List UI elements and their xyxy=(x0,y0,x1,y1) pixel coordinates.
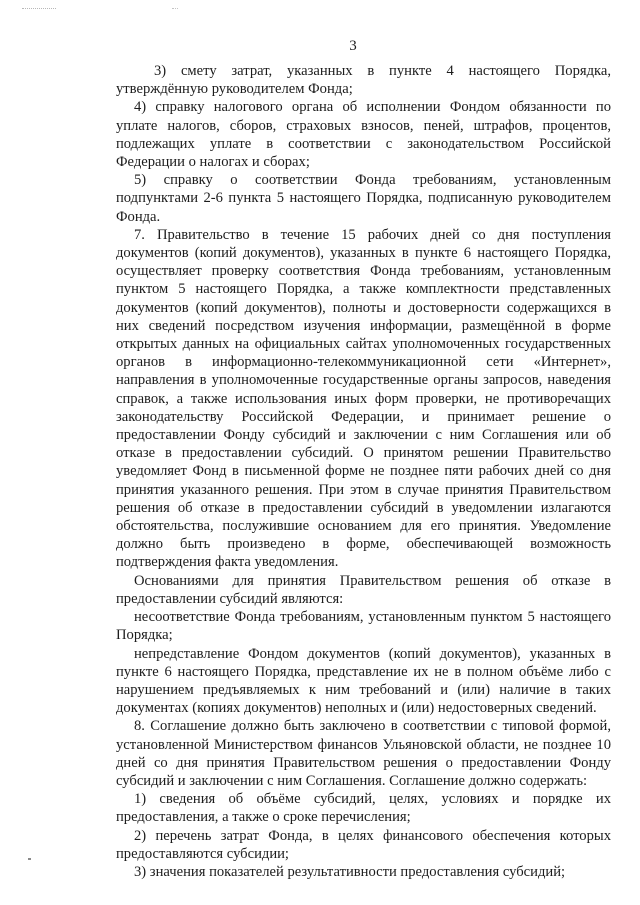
paragraph-item-5-compliance-certificate: 5) справку о соответствии Фонда требованиям, установленным подпунктами 2-6 пункта 5 настоящего Порядка, подписанную руководителем Фонда. xyxy=(116,172,611,225)
paragraph-agreement-item-1: 1) сведения об объёме субсидий, целях, условиях и порядке их предоставления, а также о сроке перечисления; xyxy=(116,791,611,826)
scan-artifact xyxy=(28,858,31,860)
paragraph-clause-7: 7. Правительство в течение 15 рабочих дней со дня поступления документов (копий документов), указанных в пункте 6 настоящего Порядка, осуществляет проверку соответствия Фонда требованиям, установленным пунктом 5 настоящего Порядка, а также комплектности представленных документов (копий документов), полноты и достоверности содержащихся в них сведений посредством изучения информации, размещённой в форме открытых данных на официальных сайтах уполномоченных государственных органов в информационно-телекоммуникационной сети «Интернет», направления в уполномоченные государственные органы запросов, наведения справок, а также использования иных форм проверки, не противоречащих законодательству Российской Федерации, и принимает решение о предоставлении Фонду субсидий и заключении с ним Соглашения или об отказе в предоставлении субсидий. О принятом решении Правительство уведомляет Фонд в письменной форме не позднее пяти рабочих дней со дня принятия указанного решения. При этом в случае принятия Правительством решения об отказе в предоставлении субсидий в уведомлении излагаются обстоятельства, послужившие основанием для его принятия. Уведомление должно быть произведено в форме, обеспечивающей возможность подтверждения факта уведомления. xyxy=(116,226,611,571)
document-body xyxy=(116,62,611,881)
paragraph-refusal-ground-documents: непредставление Фондом документов (копий документов), указанных в пункте 6 настоящего Порядка, представление их не в полном объёме либо с нарушением предъявляемых к ним требований и (или) наличие в таких документах (копиях документов) неполных и (или) недостоверных сведений. xyxy=(116,645,611,717)
paragraph-clause-8: 8. Соглашение должно быть заключено в соответствии с типовой формой, установленной Министерством финансов Ульяновской области, не позднее 10 дней со дня принятия Правительством решения о предоставлении Фонду субсидий и заключении с ним Соглашения. Соглашение должно содержать: xyxy=(116,718,611,789)
paragraph-item-3-smeta: 3) смету затрат, указанных в пункте 4 настоящего Порядка, утверждённую руководителем Фонда; xyxy=(116,63,611,98)
paragraph-agreement-item-3: 3) значения показателей результативности предоставления субсидий; xyxy=(134,863,566,880)
paragraph-agreement-item-2: 2) перечень затрат Фонда, в целях финансового обеспечения которых предоставляются субсидии; xyxy=(116,827,611,862)
paragraph-refusal-ground-noncompliance: несоответствие Фонда требованиям, установленным пунктом 5 настоящего Порядка; xyxy=(116,609,611,644)
scan-artifact xyxy=(172,8,178,11)
scan-artifact xyxy=(22,8,56,11)
paragraph-refusal-grounds-intro: Основаниями для принятия Правительством решения об отказе в предоставлении субсидий являются: xyxy=(116,572,611,607)
paragraph-item-4-tax-certificate: 4) справку налогового органа об исполнении Фондом обязанности по уплате налогов, сборов, страховых взносов, пеней, штрафов, процентов, подлежащих уплате в соответствии с законодательством Российской Федерации о налогах и сборах; xyxy=(116,99,611,171)
page-number: 3 xyxy=(349,38,357,54)
